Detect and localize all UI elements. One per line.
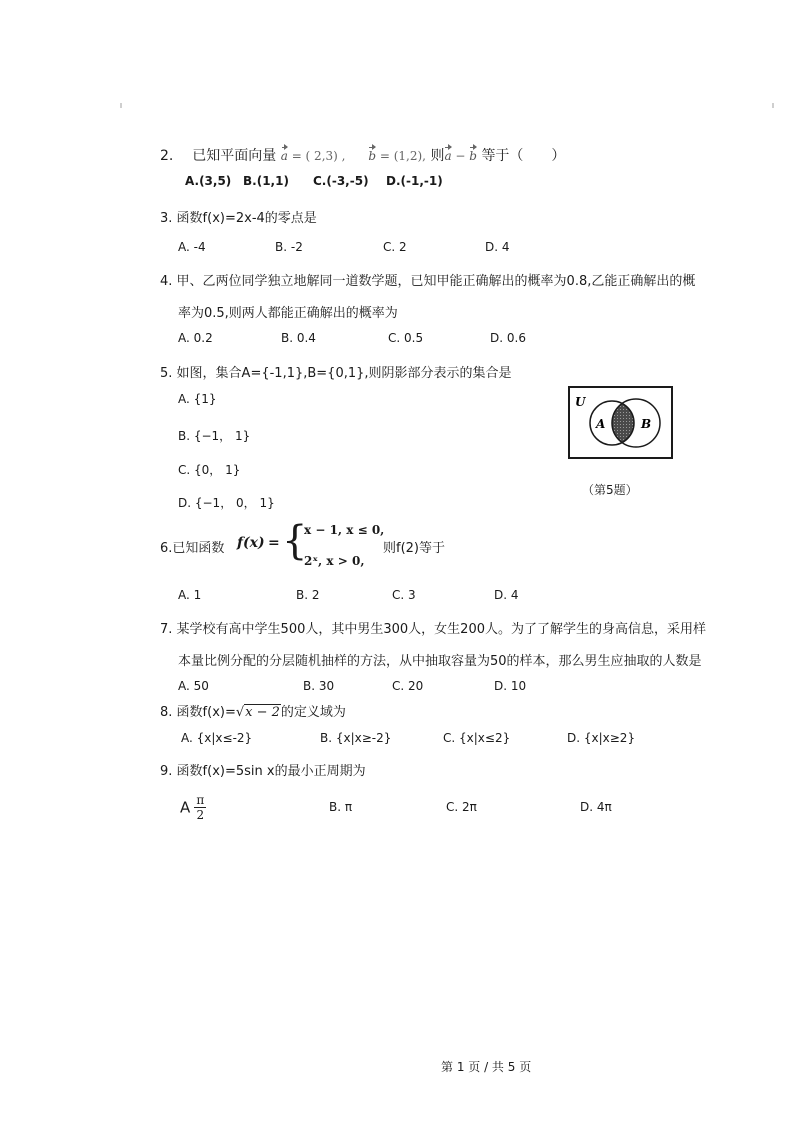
answer-option: D.(-1,-1) — [386, 174, 443, 188]
question-stem: 已知函数 — [172, 541, 225, 556]
answer-option: D. {x|x≥2} — [567, 731, 636, 745]
answer-option: C.(-3,-5) — [313, 174, 369, 188]
answer-option: D. {−1， 0， 1} — [178, 496, 275, 510]
question-number: 6. — [160, 541, 173, 556]
answer-option: C. 0.5 — [388, 331, 424, 345]
function-symbol: f(x) — [237, 535, 265, 551]
answer-option: C. {0， 1} — [178, 463, 241, 477]
answer-option: B. 30 — [303, 679, 335, 693]
question-2-stem — [160, 145, 565, 165]
fraction-numerator: π — [196, 793, 205, 807]
scan-speck — [772, 103, 774, 108]
vector-a-value: = ( 2,3) , — [287, 149, 346, 163]
answer-option: D. 4 — [494, 588, 519, 602]
answer-option: A. 1 — [178, 588, 202, 602]
venn-label: U — [575, 395, 586, 409]
question-stem-suffix: 的定义域为 — [280, 705, 346, 720]
question-6-number-and-stem — [160, 537, 224, 556]
question-number: 3. — [160, 211, 173, 226]
answer-option: C. 3 — [392, 588, 416, 602]
sqrt-expression — [236, 705, 281, 720]
question-number: 4. — [160, 274, 173, 289]
answer-option: A.(3,5) — [185, 174, 232, 188]
answer-option: B.(1,1) — [243, 174, 289, 188]
function-name — [237, 535, 265, 551]
question-3-stem — [160, 207, 317, 226]
question-stem-line2: 本量比例分配的分层随机抽样的方法，从中抽取容量为50的样本，那么男生应抽取的人数是 — [178, 654, 702, 669]
piecewise-case-2: 2ˣ, x > 0, — [304, 554, 365, 568]
answer-option: D. 0.6 — [490, 331, 526, 345]
piecewise-brace: { — [282, 518, 308, 564]
answer-option: B. {x|x≥-2} — [320, 731, 392, 745]
answer-option: A. {1} — [178, 392, 217, 406]
question-7-stem — [160, 618, 706, 637]
answer-option: A. -4 — [178, 240, 206, 254]
answer-option: B. 0.4 — [281, 331, 316, 345]
fraction-denominator: 2 — [196, 808, 205, 822]
question-stem: 某学校有高中学生500人，其中男生300人，女生200人。为了了解学生的身高信息，采用样 — [176, 622, 706, 637]
answer-option: A. {x|x≤-2} — [181, 731, 253, 745]
question-stem-line2: 率为0.5,则两人都能正确解出的概率为 — [178, 306, 398, 321]
question-stem: 甲、乙两位同学独立地解同一道数学题，已知甲能正确解出的概率为0.8,乙能正确解出的概 — [176, 274, 696, 289]
question-stem-suffix: 则f(2)等于 — [383, 541, 445, 556]
question-stem-then: 则 — [430, 148, 445, 164]
question-stem: 函数f(x)=5sin x的最小正周期为 — [176, 764, 366, 779]
minus-sign: − — [451, 149, 470, 163]
venn-label: B — [641, 417, 652, 431]
sqrt-radical-sign: √ — [235, 705, 245, 720]
venn-diagram — [566, 385, 676, 461]
question-stem: 函数f(x)= — [176, 705, 236, 720]
answer-option: C. 2π — [446, 800, 477, 814]
answer-option-a — [180, 793, 206, 822]
answer-option: D. 10 — [494, 679, 527, 693]
answer-option: B. {−1， 1} — [178, 429, 251, 443]
answer-option: B. 2 — [296, 588, 320, 602]
question-stem: 如图，集合A={-1,1},B={0,1},则阴影部分表示的集合是 — [176, 366, 512, 381]
sqrt-radicand: x − 2 — [245, 705, 280, 720]
fraction — [194, 793, 206, 822]
figure-caption: （第5题） — [582, 483, 638, 497]
question-number: 5. — [160, 366, 173, 381]
answer-option: B. -2 — [275, 240, 303, 254]
question-4-stem — [160, 270, 695, 289]
page-footer: 第 1 页 / 共 5 页 — [441, 1060, 532, 1074]
question-stem-suffix: 等于（ ） — [481, 148, 566, 164]
piecewise-case-1: x − 1, x ≤ 0, — [304, 523, 385, 537]
option-letter: A — [180, 798, 191, 817]
question-number: 7. — [160, 622, 173, 637]
answer-option: D. 4 — [485, 240, 510, 254]
question-number: 9. — [160, 764, 173, 779]
answer-option: C. 2 — [383, 240, 407, 254]
answer-option: C. {x|x≤2} — [443, 731, 511, 745]
vector-b-value: = (1,2), — [376, 149, 426, 163]
vector-a-symbol: a — [280, 149, 288, 163]
question-8-stem — [160, 701, 346, 720]
answer-option: A. 0.2 — [178, 331, 213, 345]
venn-label: A — [596, 417, 606, 431]
question-stem: 已知平面向量 — [192, 148, 277, 164]
vector-b-symbol: b — [368, 149, 377, 163]
question-9-stem — [160, 760, 366, 779]
vector-b-symbol: b — [469, 149, 477, 163]
answer-option: A. 50 — [178, 679, 209, 693]
equals-sign: = — [268, 535, 280, 551]
answer-option: C. 20 — [392, 679, 424, 693]
question-number: 2. — [160, 148, 174, 164]
vector-a-symbol: a — [444, 149, 452, 163]
question-stem: 函数f(x)=2x-4的零点是 — [176, 211, 317, 226]
answer-option: B. π — [329, 800, 353, 814]
question-number: 8. — [160, 705, 173, 720]
scan-speck — [120, 103, 122, 108]
answer-option: D. 4π — [580, 800, 612, 814]
question-5-stem — [160, 362, 512, 381]
